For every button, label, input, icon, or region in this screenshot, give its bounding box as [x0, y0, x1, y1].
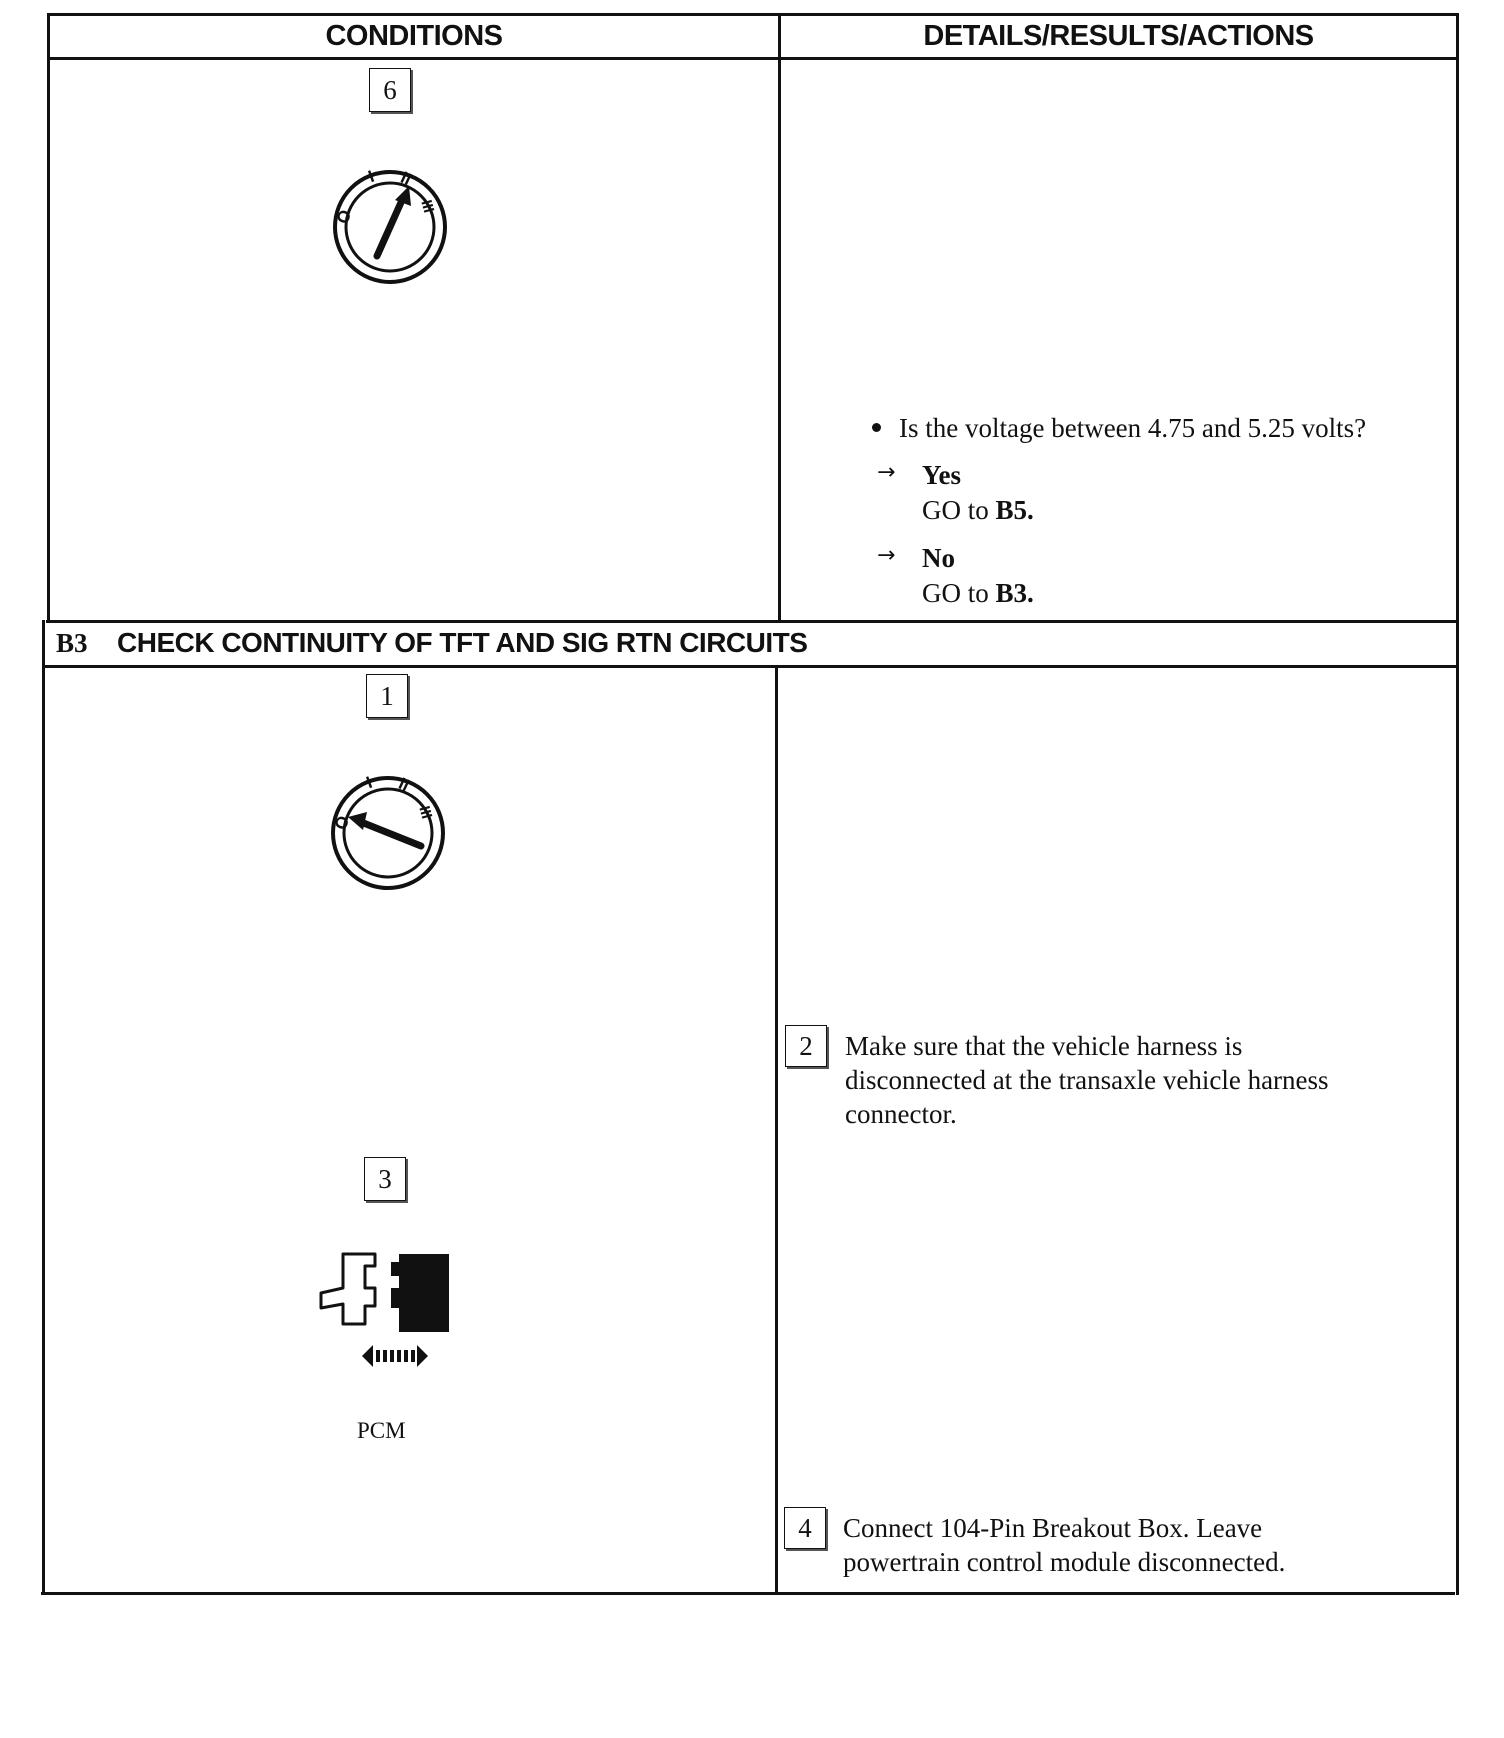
switch-label-off: O: [332, 207, 356, 227]
step4-line-2: powertrain control module disconnected.: [843, 1547, 1286, 1577]
voltage-question: Is the voltage between 4.75 and 5.25 volts?: [899, 413, 1367, 443]
switch-label-1: I: [365, 166, 377, 187]
step2-line-3: connector.: [845, 1099, 957, 1129]
step3-number-box: 3: [364, 1157, 406, 1201]
yes-arrow-icon: →: [877, 460, 896, 485]
section-id: B3: [56, 628, 88, 658]
column-divider-upper: [778, 13, 781, 621]
ignition-switch-off-icon: [323, 768, 453, 898]
no-label: No: [922, 543, 955, 573]
step2-line-2: disconnected at the transaxle vehicle harness: [845, 1065, 1329, 1095]
switch-off-label-2: II: [395, 773, 413, 796]
yes-action: [922, 493, 1034, 527]
yes-target-link[interactable]: B5.: [995, 495, 1034, 525]
step-number-box: 6: [369, 68, 411, 112]
step4-number-box: 4: [784, 1507, 826, 1549]
switch-off-label-off: O: [330, 813, 354, 833]
pcm-caption: PCM: [357, 1418, 406, 1443]
switch-label-2: II: [397, 167, 415, 190]
bullet-icon: [872, 423, 881, 432]
yes-label: Yes: [922, 460, 961, 490]
switch-label-3: III: [417, 198, 438, 215]
header-details: DETAILS/RESULTS/ACTIONS: [923, 20, 1314, 52]
table-bottom-border: [41, 1592, 1455, 1595]
step2-number-box: 2: [785, 1025, 827, 1067]
yes-go-text: GO to: [922, 495, 989, 525]
ignition-switch-icon: [325, 160, 455, 290]
step1-number-box: 1: [366, 674, 408, 718]
section-title-bottom-border: [45, 665, 1457, 668]
no-go-text: GO to: [922, 578, 989, 608]
step4-line-1: Connect 104-Pin Breakout Box. Leave: [843, 1513, 1263, 1543]
switch-off-label-1: I: [363, 772, 375, 793]
no-action: [922, 576, 1034, 610]
section-title: CHECK CONTINUITY OF TFT AND SIG RTN CIRCUITS: [117, 627, 808, 658]
table-right-border: [1456, 13, 1459, 1595]
switch-off-label-3: III: [415, 804, 436, 821]
column-divider-lower: [775, 665, 778, 1593]
no-arrow-icon: →: [877, 543, 896, 568]
table-left-border: [47, 13, 50, 621]
header-bottom-border: [48, 57, 1458, 60]
step2-line-1: Make sure that the vehicle harness is: [845, 1031, 1243, 1061]
header-conditions: CONDITIONS: [325, 20, 503, 52]
no-target-link[interactable]: B3.: [995, 578, 1034, 608]
table-left-border-lower: [42, 620, 45, 1595]
connector-disconnect-icon: [315, 1248, 455, 1378]
